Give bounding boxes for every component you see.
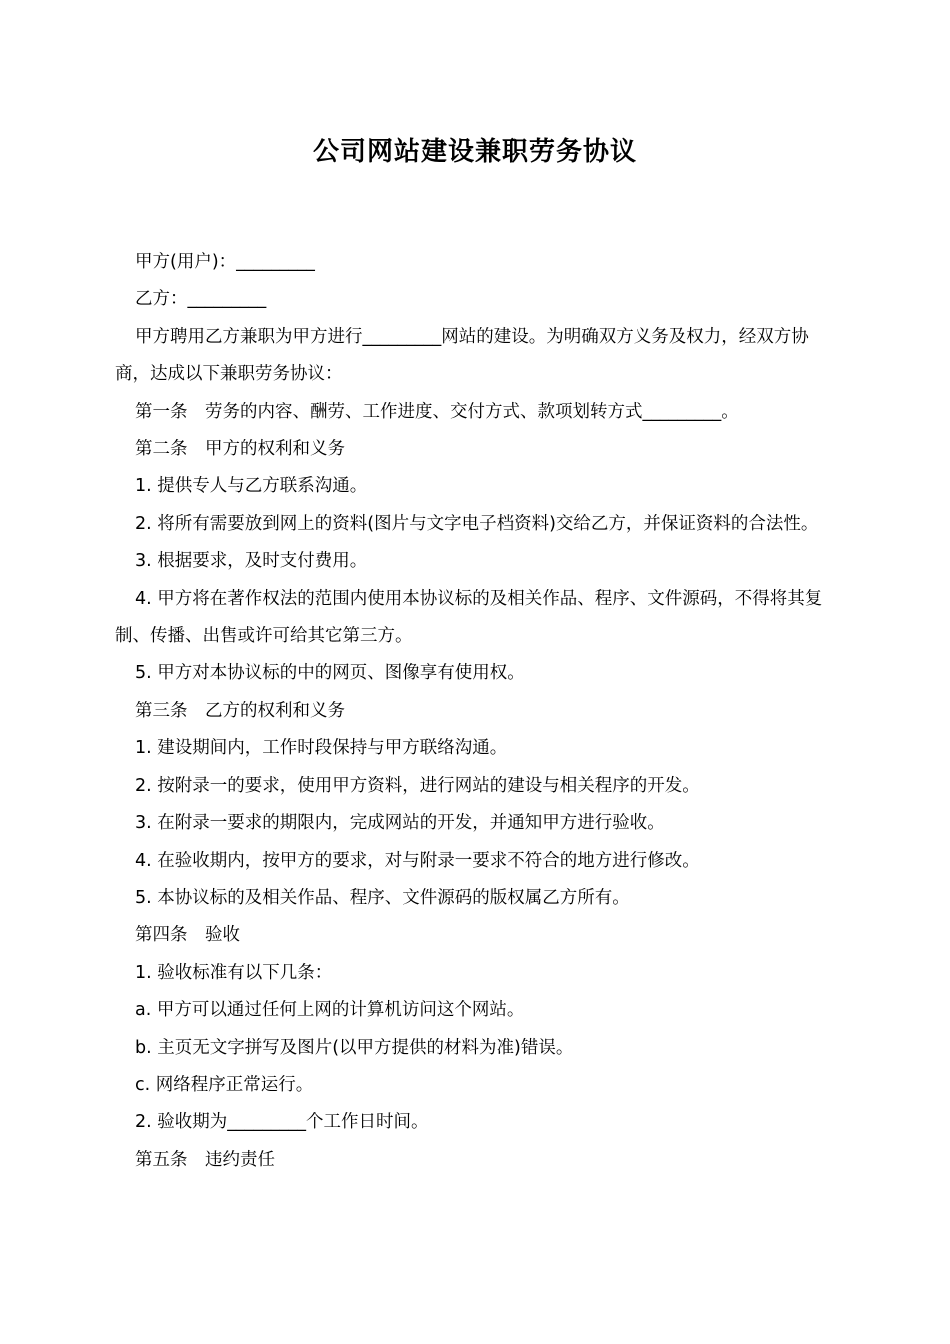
document-title: 公司网站建设兼职劳务协议	[312, 137, 637, 167]
article-4-item-a: a. 甲方可以通过任何上网的计算机访问这个网站。	[135, 1000, 525, 1021]
party-a-line: 甲方(用户)：_________	[135, 252, 315, 272]
article-3-heading: 第三条 乙方的权利和义务	[135, 700, 345, 721]
article-2-item-4: 4. 甲方将在著作权法的范围内使用本协议标的及相关作品、程序、文件源码，不得将其复制、传播、出售或许可给其它第三方。	[115, 588, 823, 647]
article-4-item-1: 1. 验收标准有以下几条：	[135, 962, 333, 983]
article-2-item-2: 2. 将所有需要放到网上的资料(图片与文字电子档资料)交给乙方，并保证资料的合法性。	[135, 513, 819, 534]
preamble: 甲方聘用乙方兼职为甲方进行_________网站的建设。为明确双方义务及权力，经双方协商，达成以下兼职劳务协议：	[115, 326, 809, 385]
article-4-item-c: c. 网络程序正常运行。	[135, 1074, 314, 1095]
article-3-item-4: 4. 在验收期内，按甲方的要求，对与附录一要求不符合的地方进行修改。	[135, 850, 700, 871]
article-3-item-3: 3. 在附录一要求的期限内，完成网站的开发，并通知甲方进行验收。	[135, 813, 665, 834]
party-b-line: 乙方：_________	[135, 289, 267, 310]
article-3-item-5: 5. 本协议标的及相关作品、程序、文件源码的版权属乙方所有。	[135, 887, 630, 908]
article-4-heading: 第四条 验收	[135, 925, 240, 946]
article-4-item-b: b. 主页无文字拼写及图片(以甲方提供的材料为准)错误。	[135, 1037, 574, 1058]
document-body	[115, 244, 840, 1179]
article-4-item-2: 2. 验收期为_________个工作日时间。	[135, 1112, 429, 1133]
article-2-heading: 第二条 甲方的权利和义务	[135, 439, 345, 460]
article-3-item-2: 2. 按附录一的要求，使用甲方资料，进行网站的建设与相关程序的开发。	[135, 775, 700, 796]
article-5-heading: 第五条 违约责任	[135, 1149, 275, 1170]
article-1: 第一条 劳务的内容、酬劳、工作进度、交付方式、款项划转方式_________。	[135, 401, 739, 422]
article-2-item-5: 5. 甲方对本协议标的中的网页、图像享有使用权。	[135, 663, 525, 684]
article-2-item-1: 1. 提供专人与乙方联系沟通。	[135, 476, 368, 497]
article-2-item-3: 3. 根据要求，及时支付费用。	[135, 551, 368, 572]
article-3-item-1: 1. 建设期间内，工作时段保持与甲方联络沟通。	[135, 738, 508, 759]
